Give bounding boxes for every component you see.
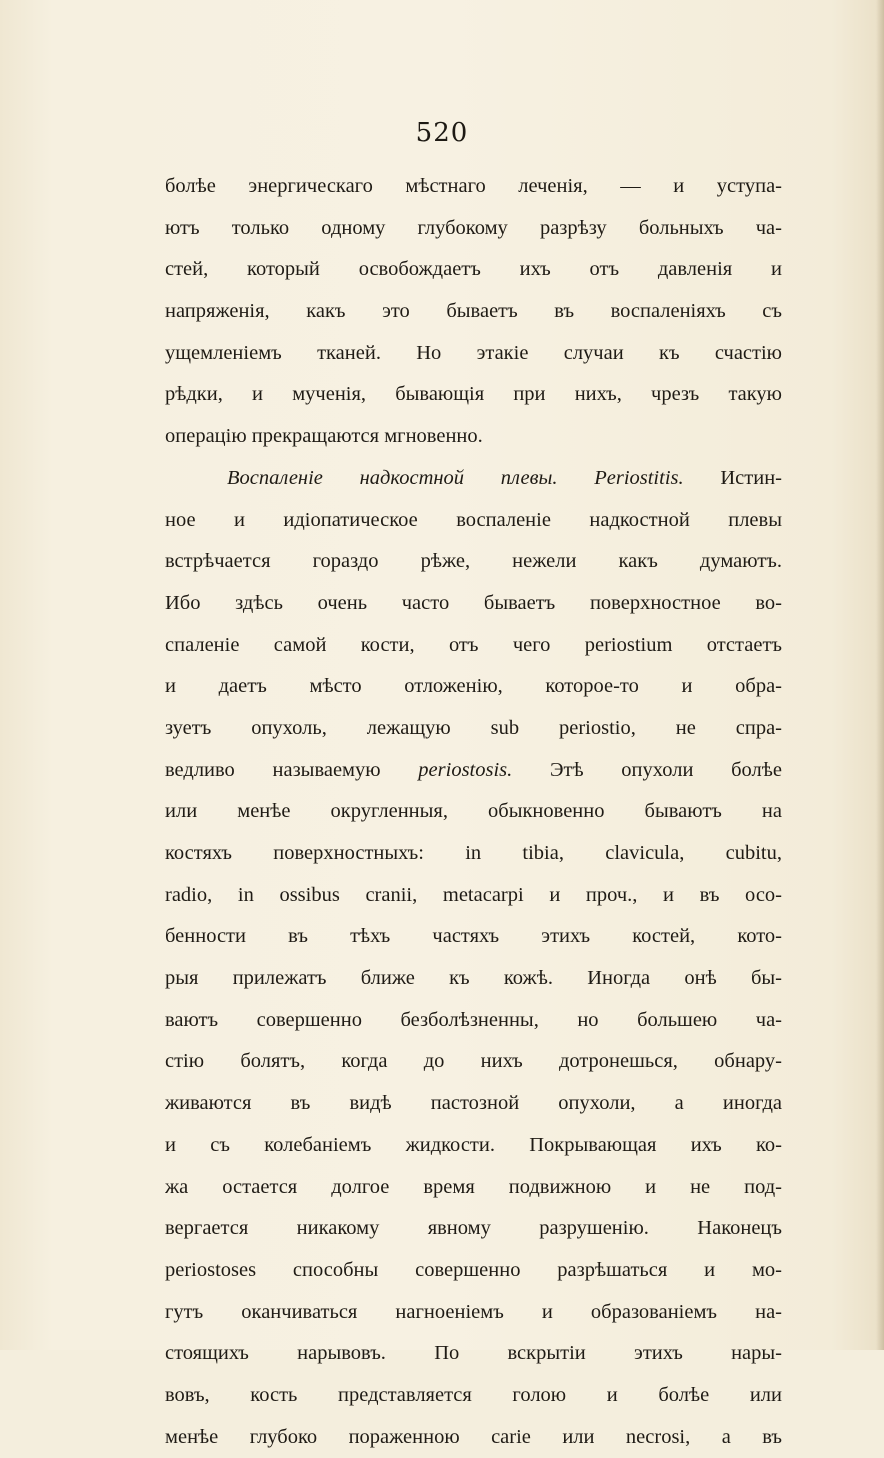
text-segment: болѣе энергическаго мѣстнаго леченія, — и уступа- <box>165 175 782 197</box>
text-line <box>165 750 782 792</box>
text-segment: встрѣчается гораздо рѣже, нежели какъ думаютъ. <box>165 550 782 573</box>
text-segment: вовъ, кость представляется голою и болѣе или <box>165 1383 782 1406</box>
text-line <box>165 166 782 208</box>
text-line <box>165 1041 782 1083</box>
text-line <box>165 1250 782 1292</box>
text-line <box>165 625 782 667</box>
text-segment: вергается никакому явному разрушенію. Наконецъ <box>165 1217 782 1240</box>
page-number: 520 <box>415 118 469 148</box>
text-line <box>165 458 782 500</box>
text-segment: ютъ только одному глубокому разрѣзу больныхъ ча- <box>165 216 782 239</box>
text-segment: живаются въ видѣ пастозной опухоли, а иногда <box>165 1092 782 1115</box>
text-line <box>165 249 782 291</box>
text-line <box>165 1083 782 1125</box>
text-line <box>165 1208 782 1250</box>
text-line <box>165 666 782 708</box>
italic-text: Воспаленіе надкостной плевы. Periostitis. <box>227 466 684 489</box>
text-line <box>165 1375 782 1417</box>
body-text <box>165 166 782 1458</box>
text-segment: Истин- <box>683 466 782 489</box>
text-line <box>165 958 782 1000</box>
text-segment: periostoses способны совершенно разрѣшаться и мо- <box>165 1258 782 1281</box>
text-segment: Ибо здѣсь очень часто бываетъ поверхностное во- <box>165 591 782 614</box>
text-line <box>165 1167 782 1209</box>
text-segment: рѣдки, и мученія, бывающія при нихъ, чрезъ такую <box>165 383 782 406</box>
text-segment: операцію прекращаются мгновенно. <box>165 425 483 448</box>
text-segment: костяхъ поверхностныхъ: in tibia, clavicula, cubitu, <box>165 842 782 864</box>
text-segment: бенности въ тѣхъ частяхъ этихъ костей, кото- <box>165 925 782 948</box>
text-line <box>165 208 782 250</box>
text-segment: напряженія, какъ это бываетъ въ воспаленіяхъ съ <box>165 300 782 323</box>
text-line <box>165 500 782 542</box>
text-line <box>165 1125 782 1167</box>
text-line <box>165 291 782 333</box>
text-segment: спаленіе самой кости, отъ чего periostium отстаетъ <box>165 633 782 656</box>
text-line <box>165 583 782 625</box>
text-line <box>165 374 782 416</box>
text-segment: ущемленіемъ тканей. Но этакіе случаи къ счастію <box>165 341 782 364</box>
text-segment: ваютъ совершенно безболѣзненны, но большею ча- <box>165 1008 782 1031</box>
text-segment: гутъ оканчиваться нагноеніемъ и образованіемъ на- <box>165 1300 782 1323</box>
text-line <box>165 1000 782 1042</box>
text-segment: и даетъ мѣсто отложенію, которое-то и обра- <box>165 675 782 698</box>
text-line <box>165 1292 782 1334</box>
text-line <box>165 708 782 750</box>
text-line <box>165 916 782 958</box>
text-segment: или менѣе округленныя, обыкновенно бываютъ на <box>165 800 782 823</box>
text-segment: стей, который освобождаетъ ихъ отъ давленія и <box>165 258 782 281</box>
text-line <box>165 1417 782 1458</box>
text-segment: жа остается долгое время подвижною и не под- <box>165 1175 782 1198</box>
text-segment: Этѣ опухоли болѣе <box>512 758 782 781</box>
text-line <box>165 333 782 375</box>
page-edge-shadow <box>876 0 884 1350</box>
text-segment: radio, in ossibus cranii, metacarpi и проч., и въ осо- <box>165 883 782 906</box>
text-segment: ное и идіопатическое воспаленіе надкостной плевы <box>165 508 782 531</box>
text-line <box>165 833 782 875</box>
text-line <box>165 416 782 458</box>
italic-text: periostosis. <box>418 758 513 781</box>
text-segment: стоящихъ нарывовъ. По вскрытіи этихъ нары- <box>165 1342 782 1365</box>
text-line <box>165 541 782 583</box>
text-segment: ведливо называемую <box>165 758 419 781</box>
text-line <box>165 1333 782 1375</box>
text-line <box>165 875 782 917</box>
text-segment: менѣе глубоко пораженною carie или necrosi, а въ <box>165 1425 782 1448</box>
text-segment: рыя прилежатъ ближе къ кожѣ. Иногда онѣ бы- <box>165 967 782 990</box>
text-line <box>165 791 782 833</box>
text-segment: и съ колебаніемъ жидкости. Покрывающая ихъ ко- <box>165 1133 782 1156</box>
text-segment: зуетъ опухоль, лежащую sub periostio, не спра- <box>165 716 782 739</box>
text-segment: стію болятъ, когда до нихъ дотронешься, обнару- <box>165 1050 782 1073</box>
